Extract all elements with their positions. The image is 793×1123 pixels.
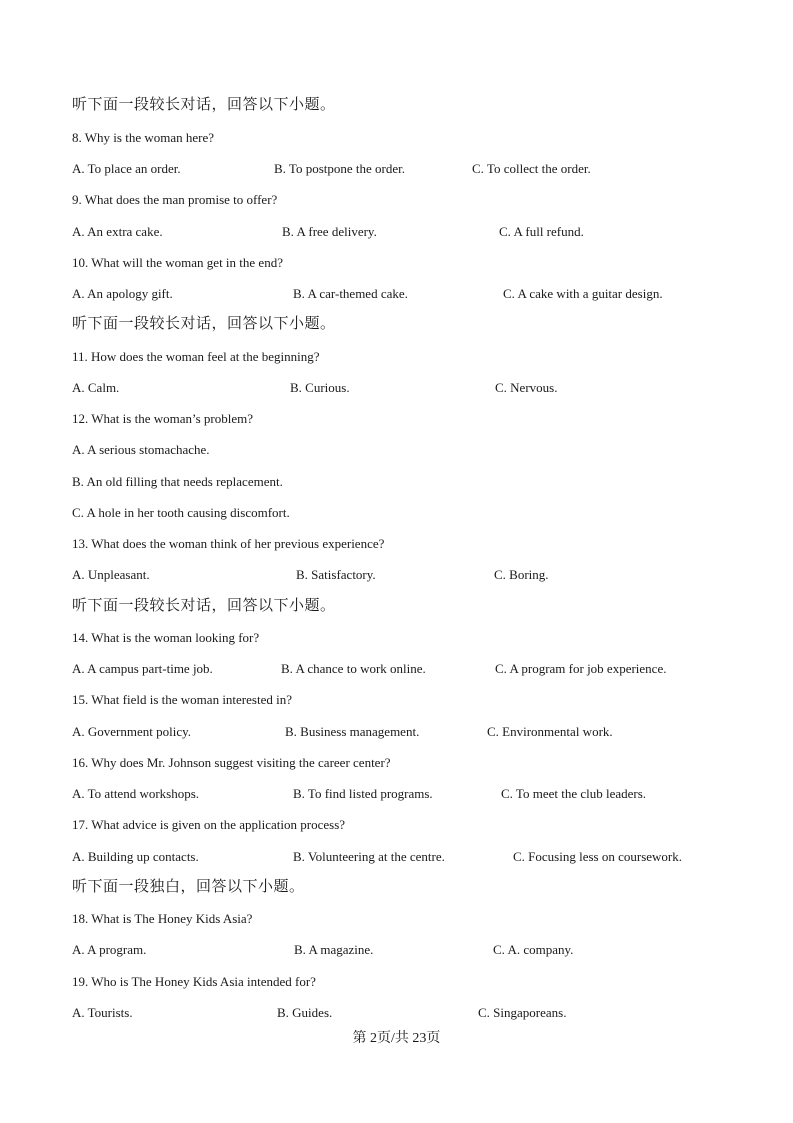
section-heading: 听下面一段较长对话，回答以下小题。 [72, 95, 336, 113]
q8-option-c: C. To collect the order. [472, 161, 591, 176]
q16-option-b: B. To find listed programs. [293, 786, 433, 801]
q12-option-c: C. A hole in her tooth causing discomfort. [72, 505, 290, 520]
section-heading: 听下面一段较长对话，回答以下小题。 [72, 314, 336, 332]
question-18: 18. What is The Honey Kids Asia? [72, 911, 253, 926]
q15-option-b: B. Business management. [285, 724, 420, 739]
question-17: 17. What advice is given on the application process? [72, 817, 346, 832]
question-9: 9. What does the man promise to offer? [72, 192, 278, 207]
q14-option-c: C. A program for job experience. [495, 661, 667, 676]
section-heading: 听下面一段独白，回答以下小题。 [72, 877, 305, 895]
q11-option-c: C. Nervous. [495, 380, 558, 395]
q9-option-a: A. An extra cake. [72, 224, 163, 239]
section-heading: 听下面一段较长对话，回答以下小题。 [72, 596, 336, 614]
question-19: 19. Who is The Honey Kids Asia intended for? [72, 974, 316, 989]
q19-option-c: C. Singaporeans. [478, 1005, 567, 1020]
question-14: 14. What is the woman looking for? [72, 630, 260, 645]
question-10: 10. What will the woman get in the end? [72, 255, 283, 270]
q8-option-a: A. To place an order. [72, 161, 181, 176]
q11-option-b: B. Curious. [290, 380, 350, 395]
q18-option-c: C. A. company. [493, 942, 574, 957]
question-15: 15. What field is the woman interested in? [72, 692, 292, 707]
q17-option-a: A. Building up contacts. [72, 849, 199, 864]
q14-option-b: B. A chance to work online. [281, 661, 426, 676]
q10-option-b: B. A car-themed cake. [293, 286, 408, 301]
q13-option-b: B. Satisfactory. [296, 567, 376, 582]
q11-option-a: A. Calm. [72, 380, 120, 395]
q13-option-a: A. Unpleasant. [72, 567, 150, 582]
q19-option-a: A. Tourists. [72, 1005, 133, 1020]
q19-option-b: B. Guides. [277, 1005, 333, 1020]
q9-option-b: B. A free delivery. [282, 224, 377, 239]
q12-option-a: A. A serious stomachache. [72, 442, 210, 457]
q17-option-b: B. Volunteering at the centre. [293, 849, 445, 864]
question-16: 16. Why does Mr. Johnson suggest visiting the career center? [72, 755, 391, 770]
q9-option-c: C. A full refund. [499, 224, 584, 239]
q18-option-b: B. A magazine. [294, 942, 374, 957]
q17-option-c: C. Focusing less on coursework. [513, 849, 682, 864]
question-8: 8. Why is the woman here? [72, 130, 214, 145]
q15-option-c: C. Environmental work. [487, 724, 613, 739]
q10-option-c: C. A cake with a guitar design. [503, 286, 663, 301]
page-number-footer: 第 2页/共 23页 [352, 1031, 441, 1046]
q13-option-c: C. Boring. [494, 567, 549, 582]
question-13: 13. What does the woman think of her previous experience? [72, 536, 385, 551]
q16-option-c: C. To meet the club leaders. [501, 786, 647, 801]
q14-option-a: A. A campus part-time job. [72, 661, 213, 676]
q15-option-a: A. Government policy. [72, 724, 192, 739]
q16-option-a: A. To attend workshops. [72, 786, 200, 801]
question-12: 12. What is the woman’s problem? [72, 411, 254, 426]
q8-option-b: B. To postpone the order. [274, 161, 406, 176]
q12-option-b: B. An old filling that needs replacement. [72, 474, 283, 489]
q18-option-a: A. A program. [72, 942, 147, 957]
question-11: 11. How does the woman feel at the beginning? [72, 349, 320, 364]
q10-option-a: A. An apology gift. [72, 286, 173, 301]
